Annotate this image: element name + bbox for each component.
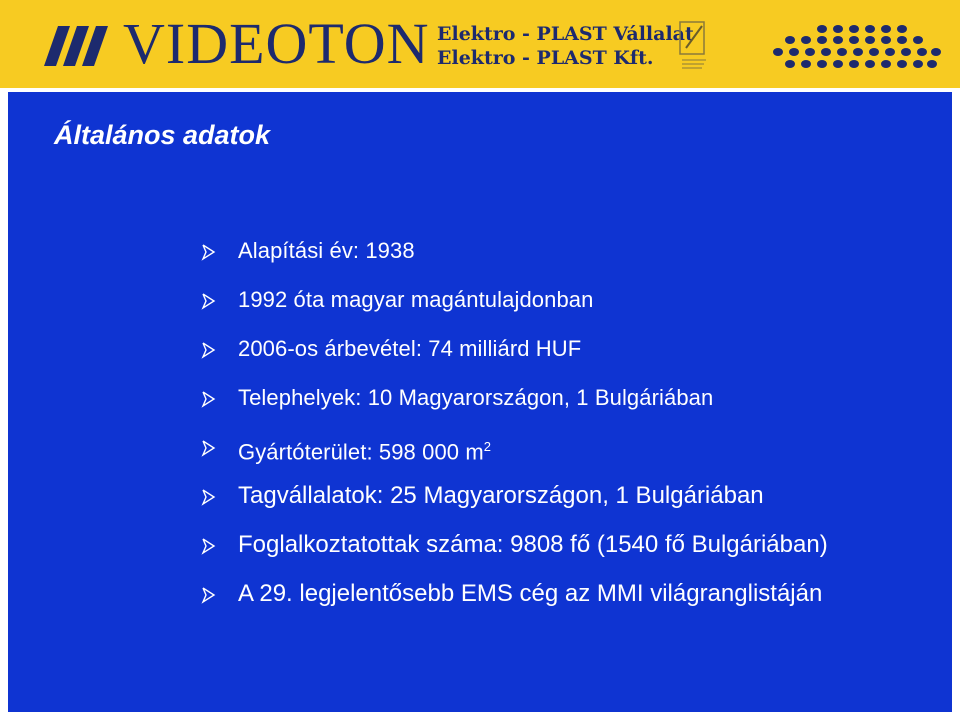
bullet-text: Gyártóterület: 598 000 m (238, 439, 484, 465)
bullet-text: Tagvállalatok: 25 Magyarországon, 1 Bulgáriában (238, 482, 764, 509)
slide-title: Általános adatok (54, 120, 271, 150)
logo-stripes-icon (44, 26, 122, 66)
bullet-text: Alapítási év: 1938 (238, 238, 415, 263)
header-bar (0, 0, 960, 88)
superscript: 2 (483, 439, 492, 454)
bullet-text: Telephelyek: 10 Magyarországon, 1 Bulgáriában (238, 385, 714, 410)
bullet-text: Foglalkoztatottak száma: 9808 fő (1540 fő Bulgáriában) (238, 531, 828, 558)
arrowhead-bullet-icon (200, 488, 218, 506)
dot-pattern-logo-icon (772, 24, 942, 70)
slide-content-area (8, 92, 952, 712)
arrowhead-bullet-icon (200, 390, 218, 408)
bullet-text: 1992 óta magyar magántulajdonban (238, 287, 594, 312)
company-name-line-1: Elektro - PLAST Vállalat (437, 23, 694, 45)
bullet-text: A 29. legjelentősebb EMS cég az MMI világranglistáján (238, 580, 823, 607)
company-logo-text: VIDEOTON (123, 11, 430, 76)
arrowhead-bullet-icon (200, 439, 218, 457)
bullet-text: 2006-os árbevétel: 74 milliárd HUF (238, 336, 582, 361)
arrowhead-bullet-icon (200, 586, 218, 604)
bullet-text-area (238, 430, 491, 469)
arrowhead-bullet-icon (200, 243, 218, 261)
company-name-block (437, 22, 694, 70)
certification-badge-icon (676, 18, 712, 72)
arrowhead-bullet-icon (200, 341, 218, 359)
arrowhead-bullet-icon (200, 292, 218, 310)
arrowhead-bullet-icon (200, 537, 218, 555)
company-name-line-2: Elektro - PLAST Kft. (437, 47, 654, 69)
